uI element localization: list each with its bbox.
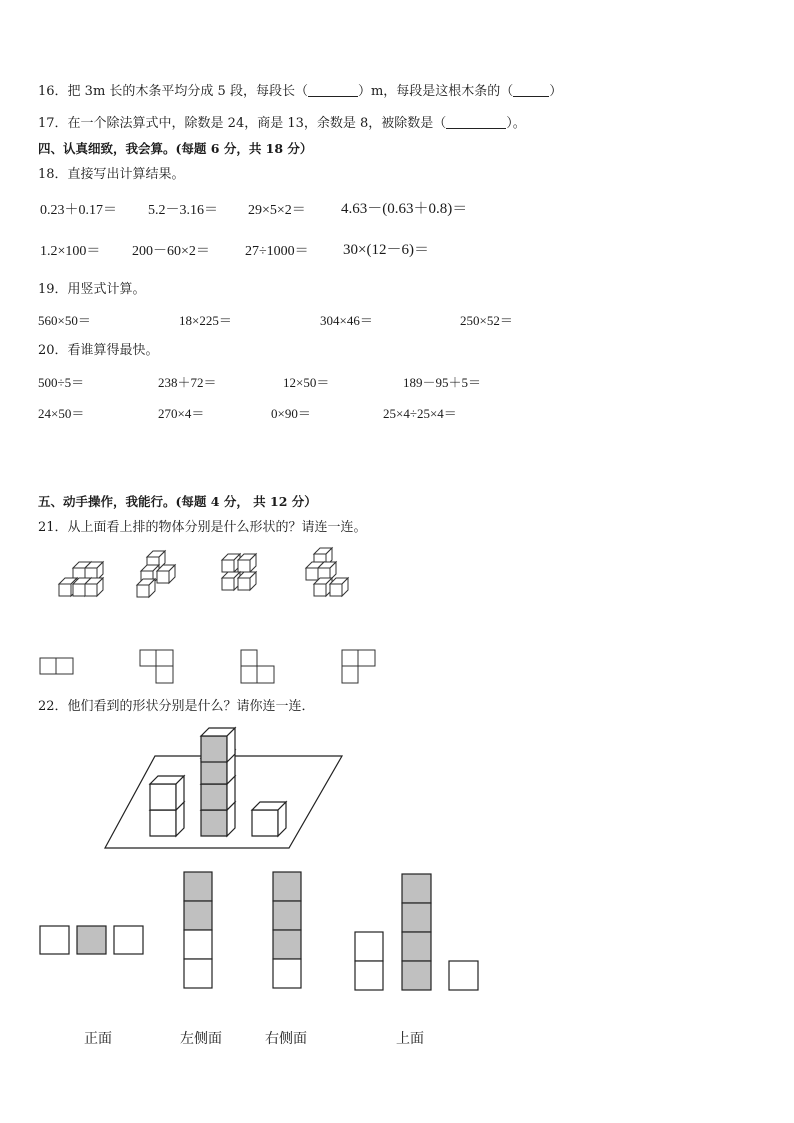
label-left-side: 左侧面	[180, 1031, 222, 1047]
question-22-title: 22．他们看到的形状分别是什么？请你连一连．	[38, 699, 315, 714]
label-top: 上面	[396, 1031, 424, 1047]
question-21-title: 21．从上面看上排的物体分别是什么形状的？请连一连。	[38, 520, 367, 535]
view-option-front[interactable]	[40, 926, 143, 954]
calc-19-3: 304×46＝	[320, 313, 373, 328]
view-option-right-side[interactable]	[273, 872, 301, 988]
calc-19-1: 560×50＝	[38, 313, 91, 328]
calc-18-5: 1.2×100＝	[40, 244, 101, 259]
calc-18-2: 5.2－3.16＝	[148, 203, 218, 218]
question-16-text-3: ）	[549, 84, 563, 99]
question-17-text-1: 17．在一个除法算式中，除数是 24，商是 13，余数是 8，被除数是（	[38, 116, 447, 131]
calc-20-2: 238＋72＝	[158, 375, 217, 390]
question-18-title: 18．直接写出计算结果。	[38, 167, 185, 182]
calc-18-7: 27÷1000＝	[245, 244, 309, 259]
question-16-text-2: ）m，每段是这根木条的（	[357, 84, 514, 99]
calc-18-8: 30×(12－6)＝	[343, 242, 429, 258]
question-19-title: 19．用竖式计算。	[38, 282, 146, 297]
calc-20-8: 25×4÷25×4＝	[383, 406, 457, 421]
calc-18-3: 29×5×2＝	[248, 203, 306, 218]
left-cube-stack	[150, 776, 184, 836]
calc-20-6: 270×4＝	[158, 406, 205, 421]
section-4-heading: 四、认真细致，我会算。(每题 6 分，共 18 分）	[38, 141, 313, 156]
calc-18-4: 4.63－(0.63＋0.8)＝	[341, 201, 468, 217]
question-17-text-2: ）。	[506, 116, 526, 131]
section-5-heading: 五、动手操作，我能行。(每题 4 分， 共 12 分）	[38, 494, 317, 509]
calc-19-4: 250×52＝	[460, 313, 513, 328]
calc-20-7: 0×90＝	[271, 406, 311, 421]
calc-20-4: 189－95＋5＝	[403, 375, 482, 390]
single-cube	[252, 802, 286, 836]
view-option-top[interactable]	[355, 874, 478, 990]
calc-20-1: 500÷5＝	[38, 375, 85, 390]
calc-20-3: 12×50＝	[283, 375, 330, 390]
calc-18-1: 0.23＋0.17＝	[40, 203, 117, 218]
calc-20-5: 24×50＝	[38, 406, 85, 421]
label-front: 正面	[84, 1031, 112, 1047]
calc-19-2: 18×225＝	[179, 313, 232, 328]
question-16-text-1: 16．把 3m 长的木条平均分成 5 段，每段长（	[38, 84, 308, 99]
calc-18-6: 200－60×2＝	[132, 244, 210, 259]
tall-cube-stack	[201, 728, 235, 836]
label-right-side: 右侧面	[265, 1031, 307, 1047]
question-20-title: 20．看谁算得最快。	[38, 343, 159, 358]
view-option-left-side[interactable]	[184, 872, 212, 988]
